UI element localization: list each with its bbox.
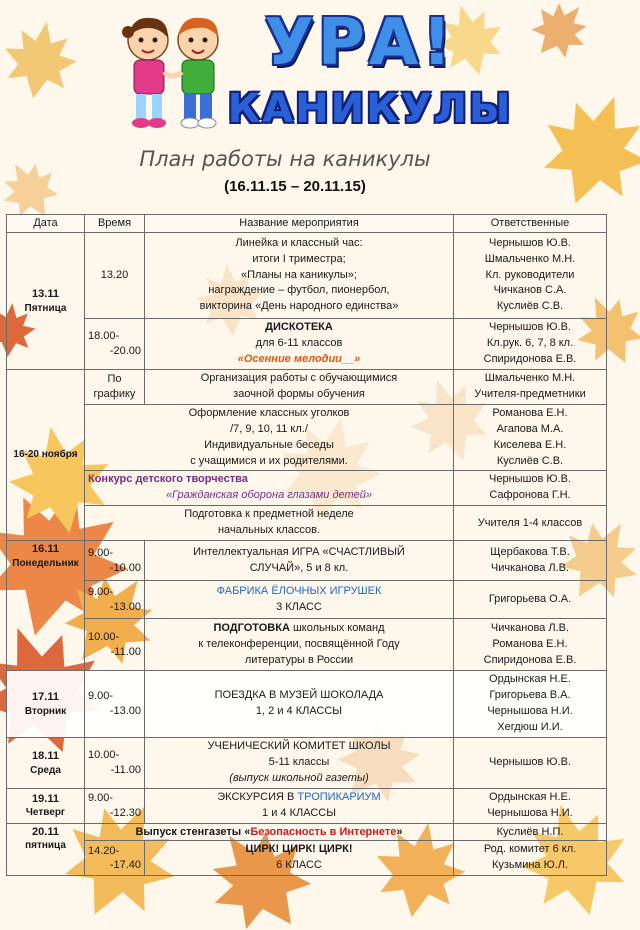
time-end: -11.00 xyxy=(110,763,141,776)
table-row xyxy=(7,319,607,370)
table-row xyxy=(7,841,607,876)
responsible-name: Шмальченко М.Н. xyxy=(484,252,576,265)
event-line: заочной формы обучения xyxy=(233,387,365,400)
event-line: для 6-11 классов xyxy=(255,336,343,349)
event-title: Выпуск стенгазеты « xyxy=(135,825,251,838)
table-row xyxy=(7,541,607,581)
responsible-name: Учителя 1-4 классов xyxy=(477,516,583,529)
responsible-cell xyxy=(454,788,607,823)
responsible-cell xyxy=(454,506,607,541)
responsible-cell xyxy=(454,404,607,471)
event-line: итоги I триместра; xyxy=(252,252,346,265)
date-cell xyxy=(7,671,85,738)
table-row xyxy=(7,619,607,671)
date-cell xyxy=(7,541,85,671)
responsible-cell xyxy=(454,369,607,404)
time-end: -20.00 xyxy=(109,344,141,357)
children-illustration xyxy=(110,10,235,138)
responsible-name: Род. комитет 6 кл. xyxy=(483,843,577,856)
responsible-name: Романова Е.Н. xyxy=(492,637,568,650)
event-title: ПОДГОТОВКА xyxy=(213,621,290,634)
event-cell xyxy=(145,737,454,788)
responsible-name: Спиридонова Е.В. xyxy=(483,653,577,666)
event-line: с учащимися и их родителями. xyxy=(190,454,348,467)
time-cell xyxy=(85,581,145,619)
event-cell xyxy=(85,823,454,841)
responsible-cell xyxy=(454,471,607,506)
event-cell xyxy=(85,471,454,506)
event-cell xyxy=(145,619,454,671)
time-end: -13.00 xyxy=(109,600,141,613)
event-cell xyxy=(85,506,454,541)
event-line: 3 КЛАСС xyxy=(276,600,322,613)
responsible-name: Кузьмина Ю.Л. xyxy=(491,859,569,872)
responsible-name: Киселева Е.Н. xyxy=(493,438,567,451)
time-start: По xyxy=(107,372,122,385)
time-start: 9.00- xyxy=(88,791,114,804)
event-cell xyxy=(145,581,454,619)
responsible-name: Чичканов С.А. xyxy=(493,284,567,297)
table-row xyxy=(7,233,607,319)
event-line: к телеконференции, посвящённой Году xyxy=(198,637,400,650)
event-line: /7, 9, 10, 11 кл./ xyxy=(230,422,308,435)
table-row xyxy=(7,671,607,738)
responsible-cell xyxy=(454,823,607,841)
event-title: ФАБРИКА ЁЛОЧНЫХ ИГРУШЕК xyxy=(216,584,382,597)
responsible-name: Чичканова Л.В. xyxy=(490,561,570,574)
event-line: Подготовка к предметной неделе xyxy=(184,508,354,521)
date-value: 20.11 xyxy=(32,825,59,838)
responsible-name: Ордынская Н.Е. xyxy=(489,673,571,686)
responsible-cell xyxy=(454,671,607,738)
table-row xyxy=(7,737,607,788)
date-cell xyxy=(7,823,85,876)
time-cell xyxy=(85,369,145,404)
responsible-name: Спиридонова Е.В. xyxy=(483,352,577,365)
time-cell xyxy=(85,788,145,823)
date-cell xyxy=(7,737,85,788)
day-name: Среда xyxy=(30,764,61,776)
time-start: 9.00- xyxy=(88,690,114,703)
event-line: 1, 2 и 4 КЛАССЫ xyxy=(255,705,343,718)
responsible-name: Хегдюш И.И. xyxy=(497,721,563,733)
plan-title: План работы на каникулы xyxy=(139,147,431,171)
time-end: -12.30 xyxy=(109,806,141,819)
time-cell xyxy=(85,841,145,876)
event-cell xyxy=(85,404,454,471)
header-responsible: Ответственные xyxy=(454,215,607,233)
table-row xyxy=(7,788,607,823)
event-title: ДИСКОТЕКА xyxy=(265,321,333,333)
date-cell xyxy=(7,369,85,540)
event-cell xyxy=(145,788,454,823)
responsible-name: Кл. руководители xyxy=(485,268,575,281)
event-cell xyxy=(145,319,454,370)
responsible-name: Чернышов Ю.В. xyxy=(489,756,571,769)
responsible-name: Григорьева В.А. xyxy=(489,689,571,702)
time-cell: 13.20 xyxy=(85,233,145,319)
event-line: Оформление классных уголков xyxy=(188,406,350,419)
responsible-name: Чернышов Ю.В. xyxy=(489,236,571,249)
time-start: 9.00- xyxy=(88,546,114,559)
date-value: 16.11 xyxy=(32,543,59,556)
date-value: 18.11 xyxy=(32,749,59,762)
responsible-cell xyxy=(454,841,607,876)
responsible-name: Куслиёв С.В. xyxy=(496,454,564,467)
table-row xyxy=(7,506,607,541)
event-title: УЧЕНИЧЕСКИЙ КОМИТЕТ ШКОЛЫ xyxy=(207,739,391,752)
event-line: Линейка и классный час: xyxy=(235,236,363,249)
responsible-name: Чичканова Л.В. xyxy=(490,621,570,634)
table-row xyxy=(7,823,607,841)
event-title: Конкурс детского творчества xyxy=(88,473,248,486)
table-row xyxy=(7,369,607,404)
table-row xyxy=(7,404,607,471)
responsible-name: Чернышов Ю.В. xyxy=(489,321,571,333)
responsible-cell xyxy=(454,233,607,319)
responsible-name: Чернышова Н.И. xyxy=(487,705,573,718)
table-row xyxy=(7,581,607,619)
date-value: 13.11 xyxy=(32,287,59,300)
responsible-name: Куслиёв С.В. xyxy=(496,300,564,313)
table-row xyxy=(7,471,607,506)
responsible-cell xyxy=(454,737,607,788)
header-time: Время xyxy=(85,215,145,233)
page-header xyxy=(0,0,640,215)
responsible-name: Агапова М.А. xyxy=(496,422,564,435)
responsible-name: Ордынская Н.Е. xyxy=(489,790,571,803)
date-value: 19.11 xyxy=(32,792,59,805)
time-start: 14.20- xyxy=(88,844,120,857)
event-line: начальных классов. xyxy=(217,524,321,537)
responsible-name: Куслиёв Н.П. xyxy=(496,825,564,838)
event-title-highlight: ТРОПИКАРИУМ xyxy=(297,790,381,803)
date-value: 17.11 xyxy=(32,690,59,703)
event-name: «Осенние мелодии__» xyxy=(237,352,361,365)
event-line: школьных команд xyxy=(292,621,385,634)
responsible-cell xyxy=(454,619,607,671)
event-title-end: » xyxy=(396,825,403,838)
hurray-title: УРА! xyxy=(264,6,456,80)
event-line: Организация работы с обучающимися xyxy=(200,371,398,384)
time-cell xyxy=(85,619,145,671)
responsible-cell xyxy=(454,581,607,619)
header-date: Дата xyxy=(7,215,85,233)
time-cell xyxy=(85,671,145,738)
responsible-name: Чернышов Ю.В. xyxy=(489,473,571,486)
event-line: награждение – футбол, пионербол, xyxy=(208,284,390,297)
schedule-table xyxy=(6,214,607,876)
day-name: Четверг xyxy=(25,807,66,819)
event-name: Безопасность в Интернете xyxy=(250,825,397,838)
responsible-name: Учителя-предметники xyxy=(474,387,586,400)
time-cell xyxy=(85,319,145,370)
event-line: литературы в России xyxy=(244,653,354,666)
day-name: Вторник xyxy=(24,705,67,717)
responsible-name: Романова Е.Н. xyxy=(492,406,568,419)
time-start: 9.00- xyxy=(88,585,114,598)
responsible-name: Шмальченко М.Н. xyxy=(484,371,576,384)
responsible-cell xyxy=(454,541,607,581)
responsible-name: Григорьева О.А. xyxy=(488,593,572,606)
time-start: 18.00- xyxy=(88,330,120,343)
vacation-title: КАНИКУЛЫ xyxy=(227,86,513,132)
event-line: Интеллектуальная ИГРА «СЧАСТЛИВЫЙ xyxy=(193,545,405,558)
event-cell xyxy=(145,671,454,738)
day-name: пятница xyxy=(25,840,66,852)
header-event: Название мероприятия xyxy=(145,215,454,233)
time-start: 10.00- xyxy=(88,749,120,761)
day-name: Пятница xyxy=(24,302,67,314)
time-end: -10.00 xyxy=(109,561,141,574)
event-line: СЛУЧАЙ», 5 и 8 кл. xyxy=(249,561,349,574)
event-cell xyxy=(145,841,454,876)
event-cell xyxy=(145,369,454,404)
time-end: -13.00 xyxy=(109,705,141,718)
event-title: ЦИРК! ЦИРК! ЦИРК! xyxy=(245,843,353,856)
responsible-name: Щербакова Т.В. xyxy=(490,545,570,558)
event-name: «Гражданская оборона глазами детей» xyxy=(165,489,373,502)
event-line: Индивидуальные беседы xyxy=(204,438,334,451)
date-cell xyxy=(7,788,85,823)
time-end: графику xyxy=(93,387,136,400)
event-cell xyxy=(145,541,454,581)
event-cell xyxy=(145,233,454,319)
date-value: 16-20 ноября xyxy=(13,449,78,461)
event-line: 6 КЛАСС xyxy=(276,859,322,872)
event-line: «Планы на каникулы»; xyxy=(241,268,357,281)
responsible-cell xyxy=(454,319,607,370)
table-header-row xyxy=(7,215,607,233)
event-note: (выпуск школьной газеты) xyxy=(229,771,369,784)
time-start: 10.00- xyxy=(88,630,120,643)
time-end: -17.40 xyxy=(109,859,141,872)
responsible-name: Сафронова Г.Н. xyxy=(489,489,571,502)
time-cell xyxy=(85,541,145,581)
event-line: викторина «День народного единства» xyxy=(199,300,399,313)
responsible-name: Чернышова Н.И. xyxy=(487,806,573,819)
time-cell xyxy=(85,737,145,788)
time-end: -11.00 xyxy=(110,645,141,658)
event-title: ПОЕЗДКА В МУЗЕЙ ШОКОЛАДА xyxy=(214,689,384,702)
date-cell xyxy=(7,233,85,370)
event-line: 5-11 классы xyxy=(268,755,330,768)
date-range: (16.11.15 – 20.11.15) xyxy=(224,178,366,195)
day-name: Понедельник xyxy=(12,558,79,570)
responsible-name: Кл.рук. 6, 7, 8 кл. xyxy=(486,336,574,349)
event-title: ЭКСКУРСИЯ В xyxy=(217,790,298,803)
event-line: 1 и 4 КЛАССЫ xyxy=(262,806,336,819)
